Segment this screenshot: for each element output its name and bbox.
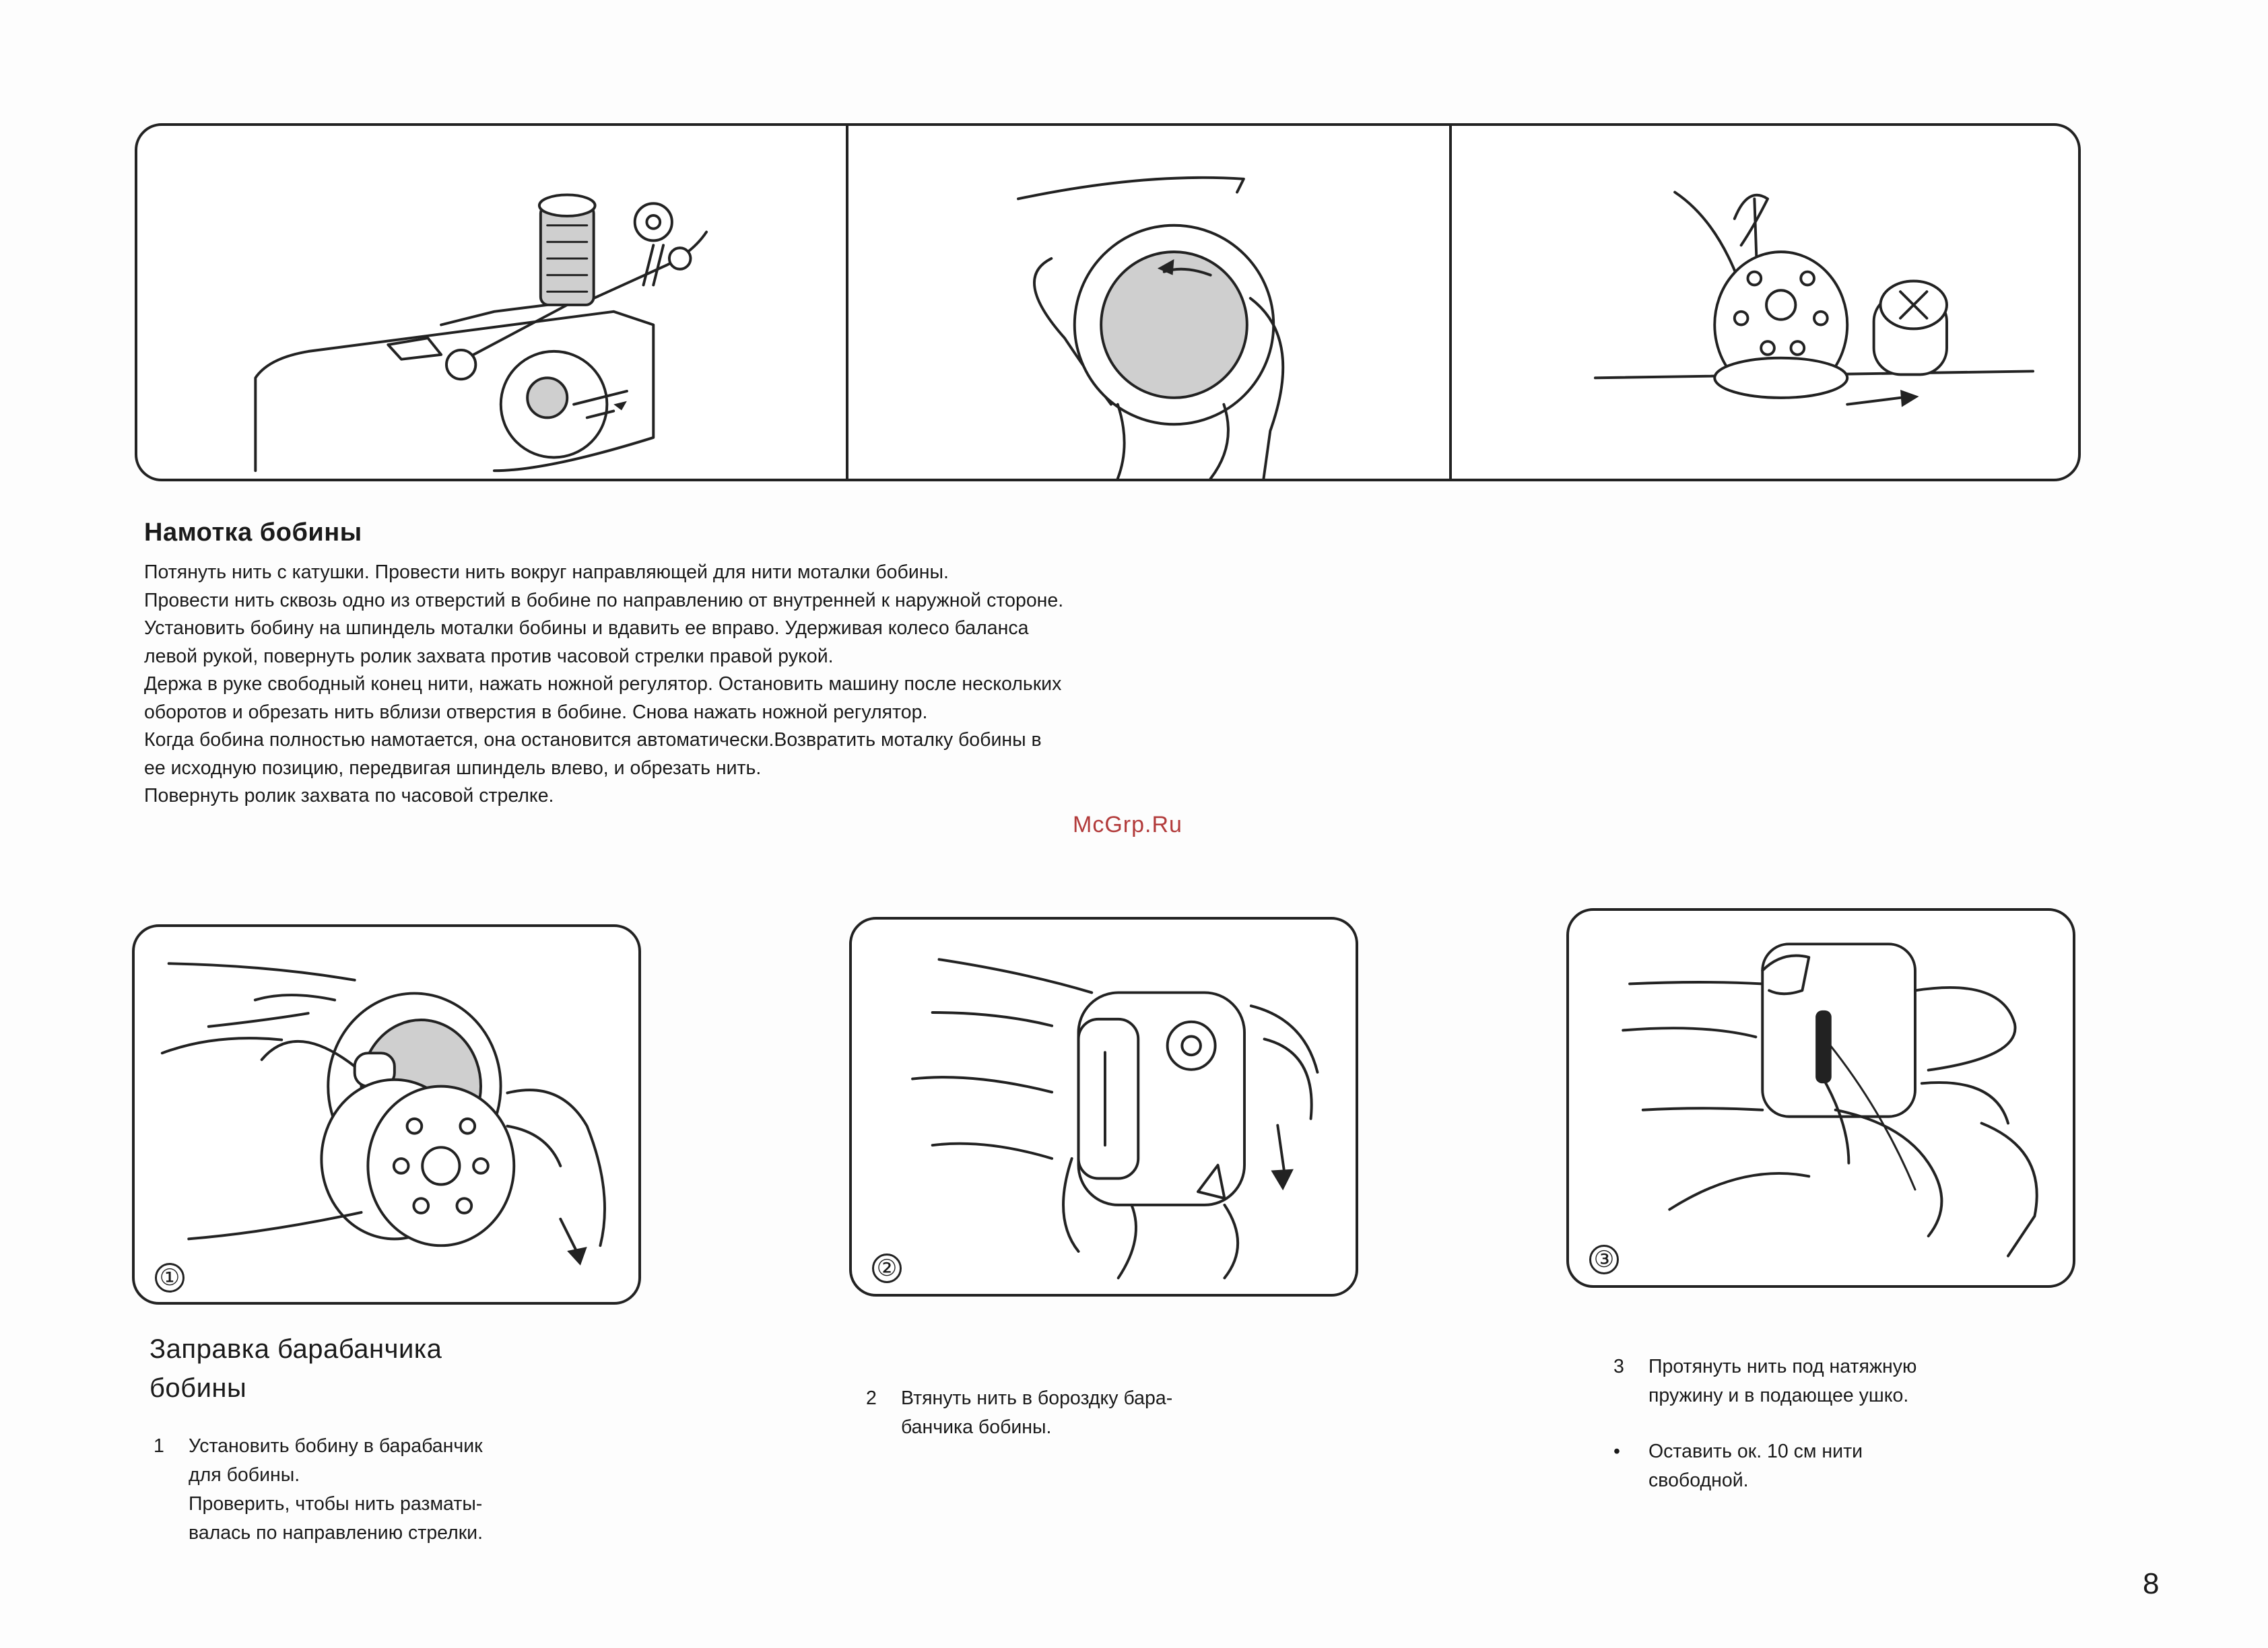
instruction-line: левой рукой, повернуть ролик захвата против часовой стрелки правой рукой. <box>144 645 834 667</box>
caption-line: Втянуть нить в бороздку бара- <box>901 1387 1173 1409</box>
step-2-marker: ② <box>872 1254 902 1283</box>
section-title-bobbin-winding: Намотка бобины <box>144 518 362 547</box>
bullet-icon: • <box>1613 1441 1620 1462</box>
caption-line: для бобины. <box>189 1464 300 1486</box>
instruction-line: оборотов и обрезать нить вблизи отверстия в бобине. Снова нажать ножной регулятор. <box>144 701 928 723</box>
thread-into-slot-illustration <box>852 920 1356 1294</box>
instruction-line: Потянуть нить с катушки. Провести нить вокруг направляющей для нити моталки бобины. <box>144 561 949 583</box>
instruction-line: Повернуть ролик захвата по часовой стрелке. <box>144 785 554 806</box>
instruction-line: Провести нить сквозь одно из отверстий в бобине по направлению от внутренней к наружной стороне. <box>144 589 1064 611</box>
bobbin-winding-illustrations <box>137 126 2078 479</box>
caption-line: банчика бобины. <box>901 1416 1052 1438</box>
instruction-line: Когда бобина полностью намотается, она остановится автоматически.Возвратить моталку бобины в <box>144 729 1042 751</box>
balance-wheel-illustration <box>1018 178 1283 479</box>
step-2-number: 2 <box>866 1387 877 1409</box>
page-number: 8 <box>2143 1567 2160 1600</box>
bobbin-spindle-illustration <box>1595 192 2033 407</box>
step-3-number: 3 <box>1613 1356 1624 1377</box>
step-2-caption <box>866 1384 1172 1442</box>
caption-line: Протянуть нить под натяжную <box>1648 1356 1917 1377</box>
caption-line: свободной. <box>1648 1470 1749 1491</box>
step-1-illustration-panel <box>132 924 641 1305</box>
caption-line: Установить бобину в барабанчик <box>189 1435 483 1457</box>
bobbin-into-case-illustration <box>135 927 638 1302</box>
caption-line: Проверить, чтобы нить разматы- <box>189 1493 483 1515</box>
step-1-caption <box>154 1432 483 1548</box>
instruction-line: ее исходную позицию, передвигая шпиндель влево, и обрезать нить. <box>144 757 762 779</box>
section-title-line: бобины <box>149 1373 247 1403</box>
caption-line: Оставить ок. 10 см нити <box>1648 1441 1863 1462</box>
caption-line: валась по направлению стрелки. <box>189 1522 483 1544</box>
step-3-illustration-panel <box>1566 908 2075 1288</box>
step-1-marker: ① <box>155 1263 185 1293</box>
instruction-line: Держа в руке свободный конец нити, нажать ножной регулятор. Остановить машину после нескольких <box>144 673 1062 695</box>
step-1-number: 1 <box>154 1435 164 1457</box>
step-2-illustration-panel <box>849 917 1358 1297</box>
top-illustration-panel <box>135 123 2081 481</box>
section-title-bobbin-case-threading <box>149 1330 442 1408</box>
watermark: McGrp.Ru <box>1073 812 1182 837</box>
machine-spool-illustration <box>255 195 706 471</box>
step-3-caption <box>1613 1352 1916 1495</box>
bobbin-winding-instructions <box>144 559 1063 811</box>
caption-line: пружину и в подающее ушко. <box>1648 1385 1909 1406</box>
instruction-line: Установить бобину на шпиндель моталки бобины и вдавить ее вправо. Удерживая колесо баланса <box>144 617 1029 639</box>
thread-under-spring-illustration <box>1569 911 2073 1285</box>
step-3-marker: ③ <box>1589 1245 1619 1274</box>
section-title-line: Заправка барабанчика <box>149 1334 442 1364</box>
